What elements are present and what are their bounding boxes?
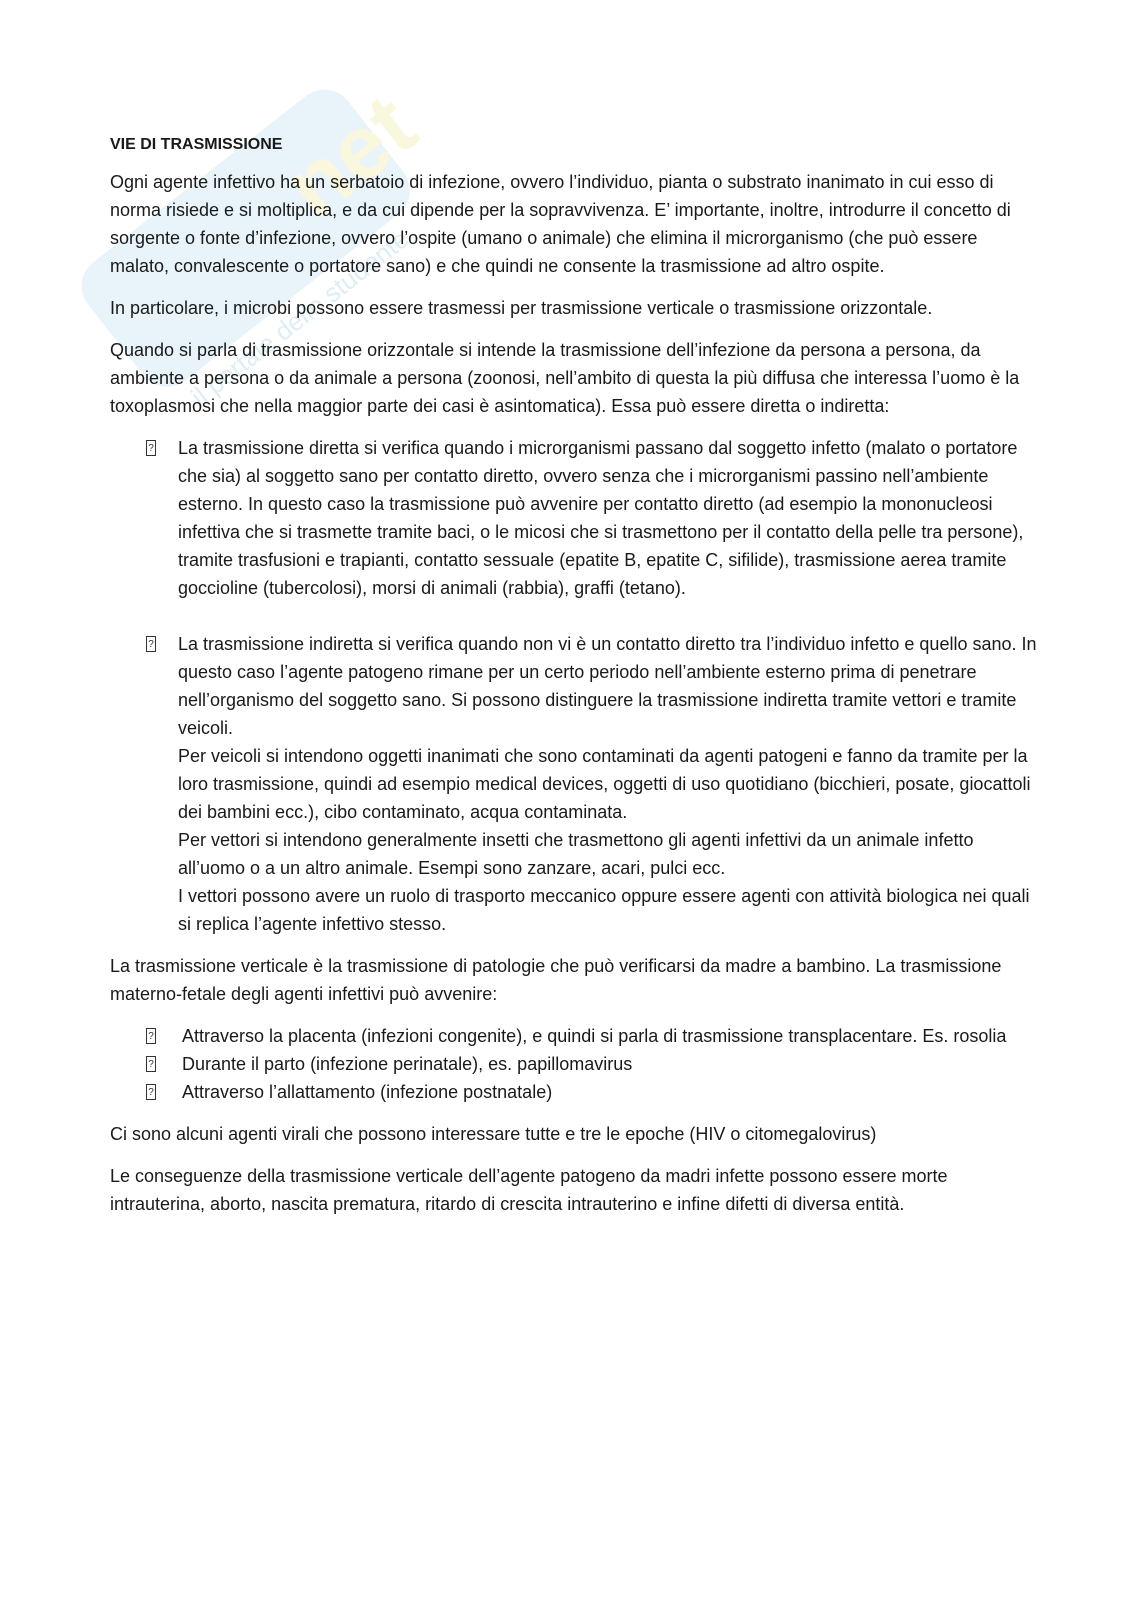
watermark-brand-text: net [266, 75, 435, 238]
document-page [110, 134, 1040, 1232]
list-item-vectors-text: Per vettori si intendono generalmente insetti che trasmettono gli agenti infettivi da un animale infetto all’uomo o a un altro animale. Esempi sono zanzare, acari, pulci ecc. [178, 830, 974, 878]
list-item-text: Attraverso l’allattamento (infezione postnatale) [182, 1082, 553, 1102]
list-item [110, 1022, 1040, 1050]
paragraph-overview: In particolare, i microbi possono essere trasmessi per trasmissione verticale o trasmissione orizzontale. [110, 298, 933, 318]
bullet-icon: ? [146, 1084, 156, 1100]
bullet-icon: ? [146, 440, 156, 456]
list-item [110, 1050, 1040, 1078]
list-item-text: Attraverso la placenta (infezioni congenite), e quindi si parla di trasmissione transplacentare. Es. rosolia [182, 1026, 1007, 1046]
list-item-indirect [110, 630, 1040, 938]
list-item-vehicles-text: Per veicoli si intendono oggetti inanimati che sono contaminati da agenti patogeni e fanno da tramite per la loro trasmissione, quindi ad esempio medical devices, oggetti di uso quotidiano (bicchieri, posate, giocattoli dei bambini ecc.), cibo contaminato, acqua contaminata. [178, 746, 1031, 822]
vertical-transmission-list [110, 1022, 1040, 1106]
page-title: VIE DI TRASMISSIONE [110, 136, 283, 153]
list-item-vectors-role-text: I vettori possono avere un ruolo di trasporto meccanico oppure essere agenti con attività biologica nei quali si replica l’agente infettivo stesso. [178, 886, 1030, 934]
paragraph-all-epochs: Ci sono alcuni agenti virali che possono interessare tutte e tre le epoche (HIV o citomegalovirus) [110, 1124, 877, 1144]
list-item-text: La trasmissione diretta si verifica quando i microrganismi passano dal soggetto infetto (malato o portatore che sia) al soggetto sano per contatto diretto, ovvero senza che i microrganismi passino nell’ambiente esterno. In questo caso la trasmissione può avvenire per contatto diretto (ad esempio la mononucleosi infettiva che si trasmette tramite baci, o le micosi che si trasmettono per il contatto della pelle tra persone), tramite trasfusioni e trapianti, contatto sessuale (epatite B, epatite C, sifilide), trasmissione aerea tramite goccioline (tubercolosi), morsi di animali (rabbia), graffi (tetano). [178, 438, 1024, 598]
list-item-text: Durante il parto (infezione perinatale), es. papillomavirus [182, 1054, 633, 1074]
bullet-icon: ? [146, 1028, 156, 1044]
list-item-text: La trasmissione indiretta si verifica quando non vi è un contatto diretto tra l’individuo infetto e quello sano. In questo caso l’agente patogeno rimane per un certo periodo nell’ambiente esterno prima di penetrare nell’organismo del soggetto sano. Si possono distinguere la trasmissione indiretta tramite vettori e tramite veicoli. [178, 634, 1037, 738]
bullet-icon: ? [146, 1056, 156, 1072]
paragraph-vertical: La trasmissione verticale è la trasmissione di patologie che può verificarsi da madre a bambino. La trasmissione materno-fetale degli agenti infettivi può avvenire: [110, 956, 1002, 1004]
paragraph-horizontal: Quando si parla di trasmissione orizzontale si intende la trasmissione dell’infezione da persona a persona, da ambiente a persona o da animale a persona (zoonosi, nell’ambito di questa la più diffusa che interessa l’uomo è la toxoplasmosi che nella maggior parte dei casi è asintomatica). Essa può essere diretta o indiretta: [110, 340, 1020, 416]
watermark-subtitle-text: il portale dello studente [185, 223, 415, 412]
paragraph-consequences: Le conseguenze della trasmissione verticale dell’agente patogeno da madri infette possono essere morte intrauterina, aborto, nascita prematura, ritardo di crescita intrauterino e infine difetti di diversa entità. [110, 1166, 948, 1214]
bullet-icon: ? [146, 636, 156, 652]
list-item-direct [110, 434, 1040, 602]
paragraph-reservoir: Ogni agente infettivo ha un serbatoio di infezione, ovvero l’individuo, pianta o substrato inanimato in cui esso di norma risiede e si moltiplica, e da cui dipende per la sopravvivenza. E’ importante, inoltre, introdurre il concetto di sorgente o fonte d’infezione, ovvero l’ospite (umano o animale) che elimina il microrganismo (che può essere malato, convalescente o portatore sano) e che quindi ne consente la trasmissione ad altro ospite. [110, 172, 1011, 276]
horizontal-transmission-list [110, 434, 1040, 938]
list-item [110, 1078, 1040, 1106]
